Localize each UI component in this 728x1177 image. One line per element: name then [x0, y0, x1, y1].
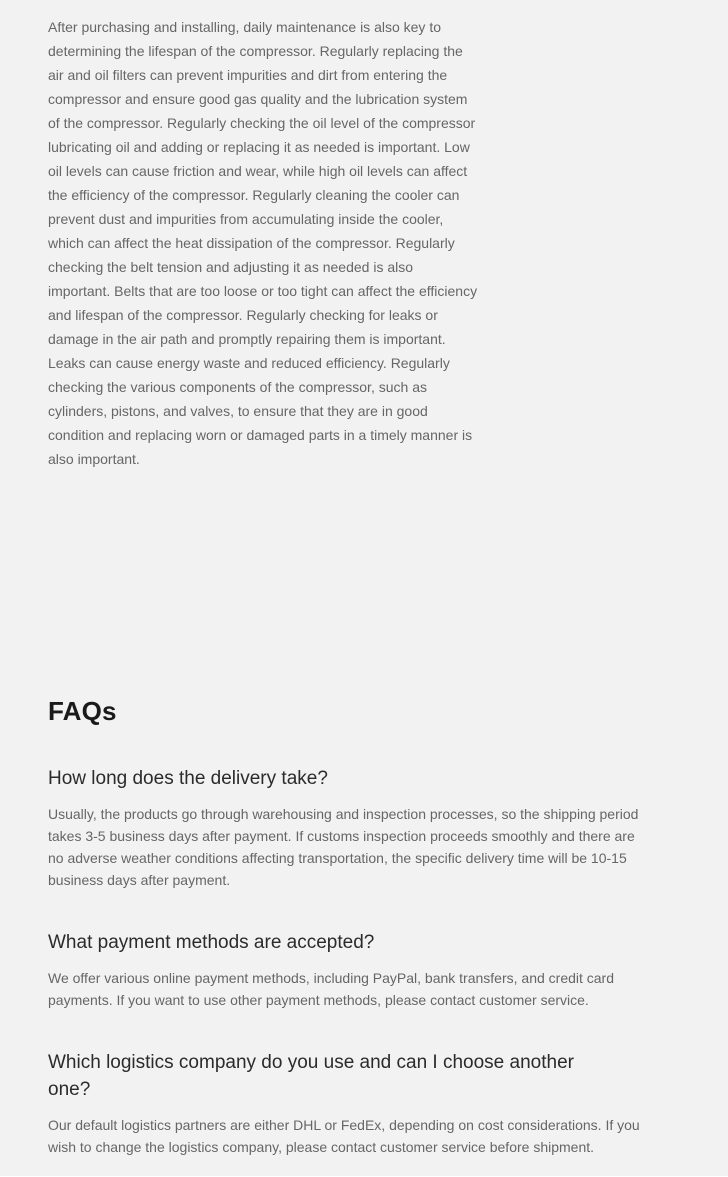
product-detail-page — [0, 15, 728, 1158]
faq-item-payment-methods — [48, 929, 688, 1011]
faqs-section — [48, 695, 688, 1158]
faq-question-logistics-company: Which logistics company do you use and can I choose another one? — [48, 1052, 574, 1100]
faq-answer-payment-methods: We offer various online payment methods, including PayPal, bank transfers, and credit card payments. If you want to use other payment methods, please contact customer service. — [48, 970, 615, 1008]
maintenance-description-paragraph: After purchasing and installing, daily maintenance is also key to determining the lifespan of the compressor. Regularly replacing the air and oil filters can prevent impurities and dirt from entering the compressor and ensure good gas quality and the lubrication system of the compressor. Regularly checking the oil level of the compressor lubricating oil and adding or replacing it as needed is important. Low oil levels can cause friction and wear, while high oil levels can affect the efficiency of the compressor. Regularly cleaning the cooler can prevent dust and impurities from accumulating inside the cooler, which can affect the heat dissipation of the compressor. Regularly checking the belt tension and adjusting it as needed is also important. Belts that are too loose or too tight can affect the efficiency and lifespan of the compressor. Regularly checking for leaks or damage in the air path and promptly repairing them is important. Leaks can cause energy waste and reduced efficiency. Regularly checking the various components of the compressor, such as cylinders, pistons, and valves, to ensure that they are in good condition and replacing worn or damaged parts in a timely manner is also important. — [48, 19, 478, 467]
faq-answer-logistics-company: Our default logistics partners are either DHL or FedEx, depending on cost considerations. If you wish to change the logistics company, please contact customer service before shipment. — [48, 1117, 640, 1155]
faq-question-payment-methods: What payment methods are accepted? — [48, 932, 375, 953]
faq-item-delivery-time — [48, 765, 688, 891]
faq-item-logistics-company — [48, 1049, 688, 1158]
faq-answer-delivery-time: Usually, the products go through warehousing and inspection processes, so the shipping period takes 3-5 business days after payment. If customs inspection proceeds smoothly and there are no adverse weather conditions affecting transportation, the specific delivery time will be 10-15 business days after payment. — [48, 806, 639, 888]
faq-question-delivery-time: How long does the delivery take? — [48, 768, 328, 789]
faqs-heading: FAQs — [48, 696, 117, 726]
